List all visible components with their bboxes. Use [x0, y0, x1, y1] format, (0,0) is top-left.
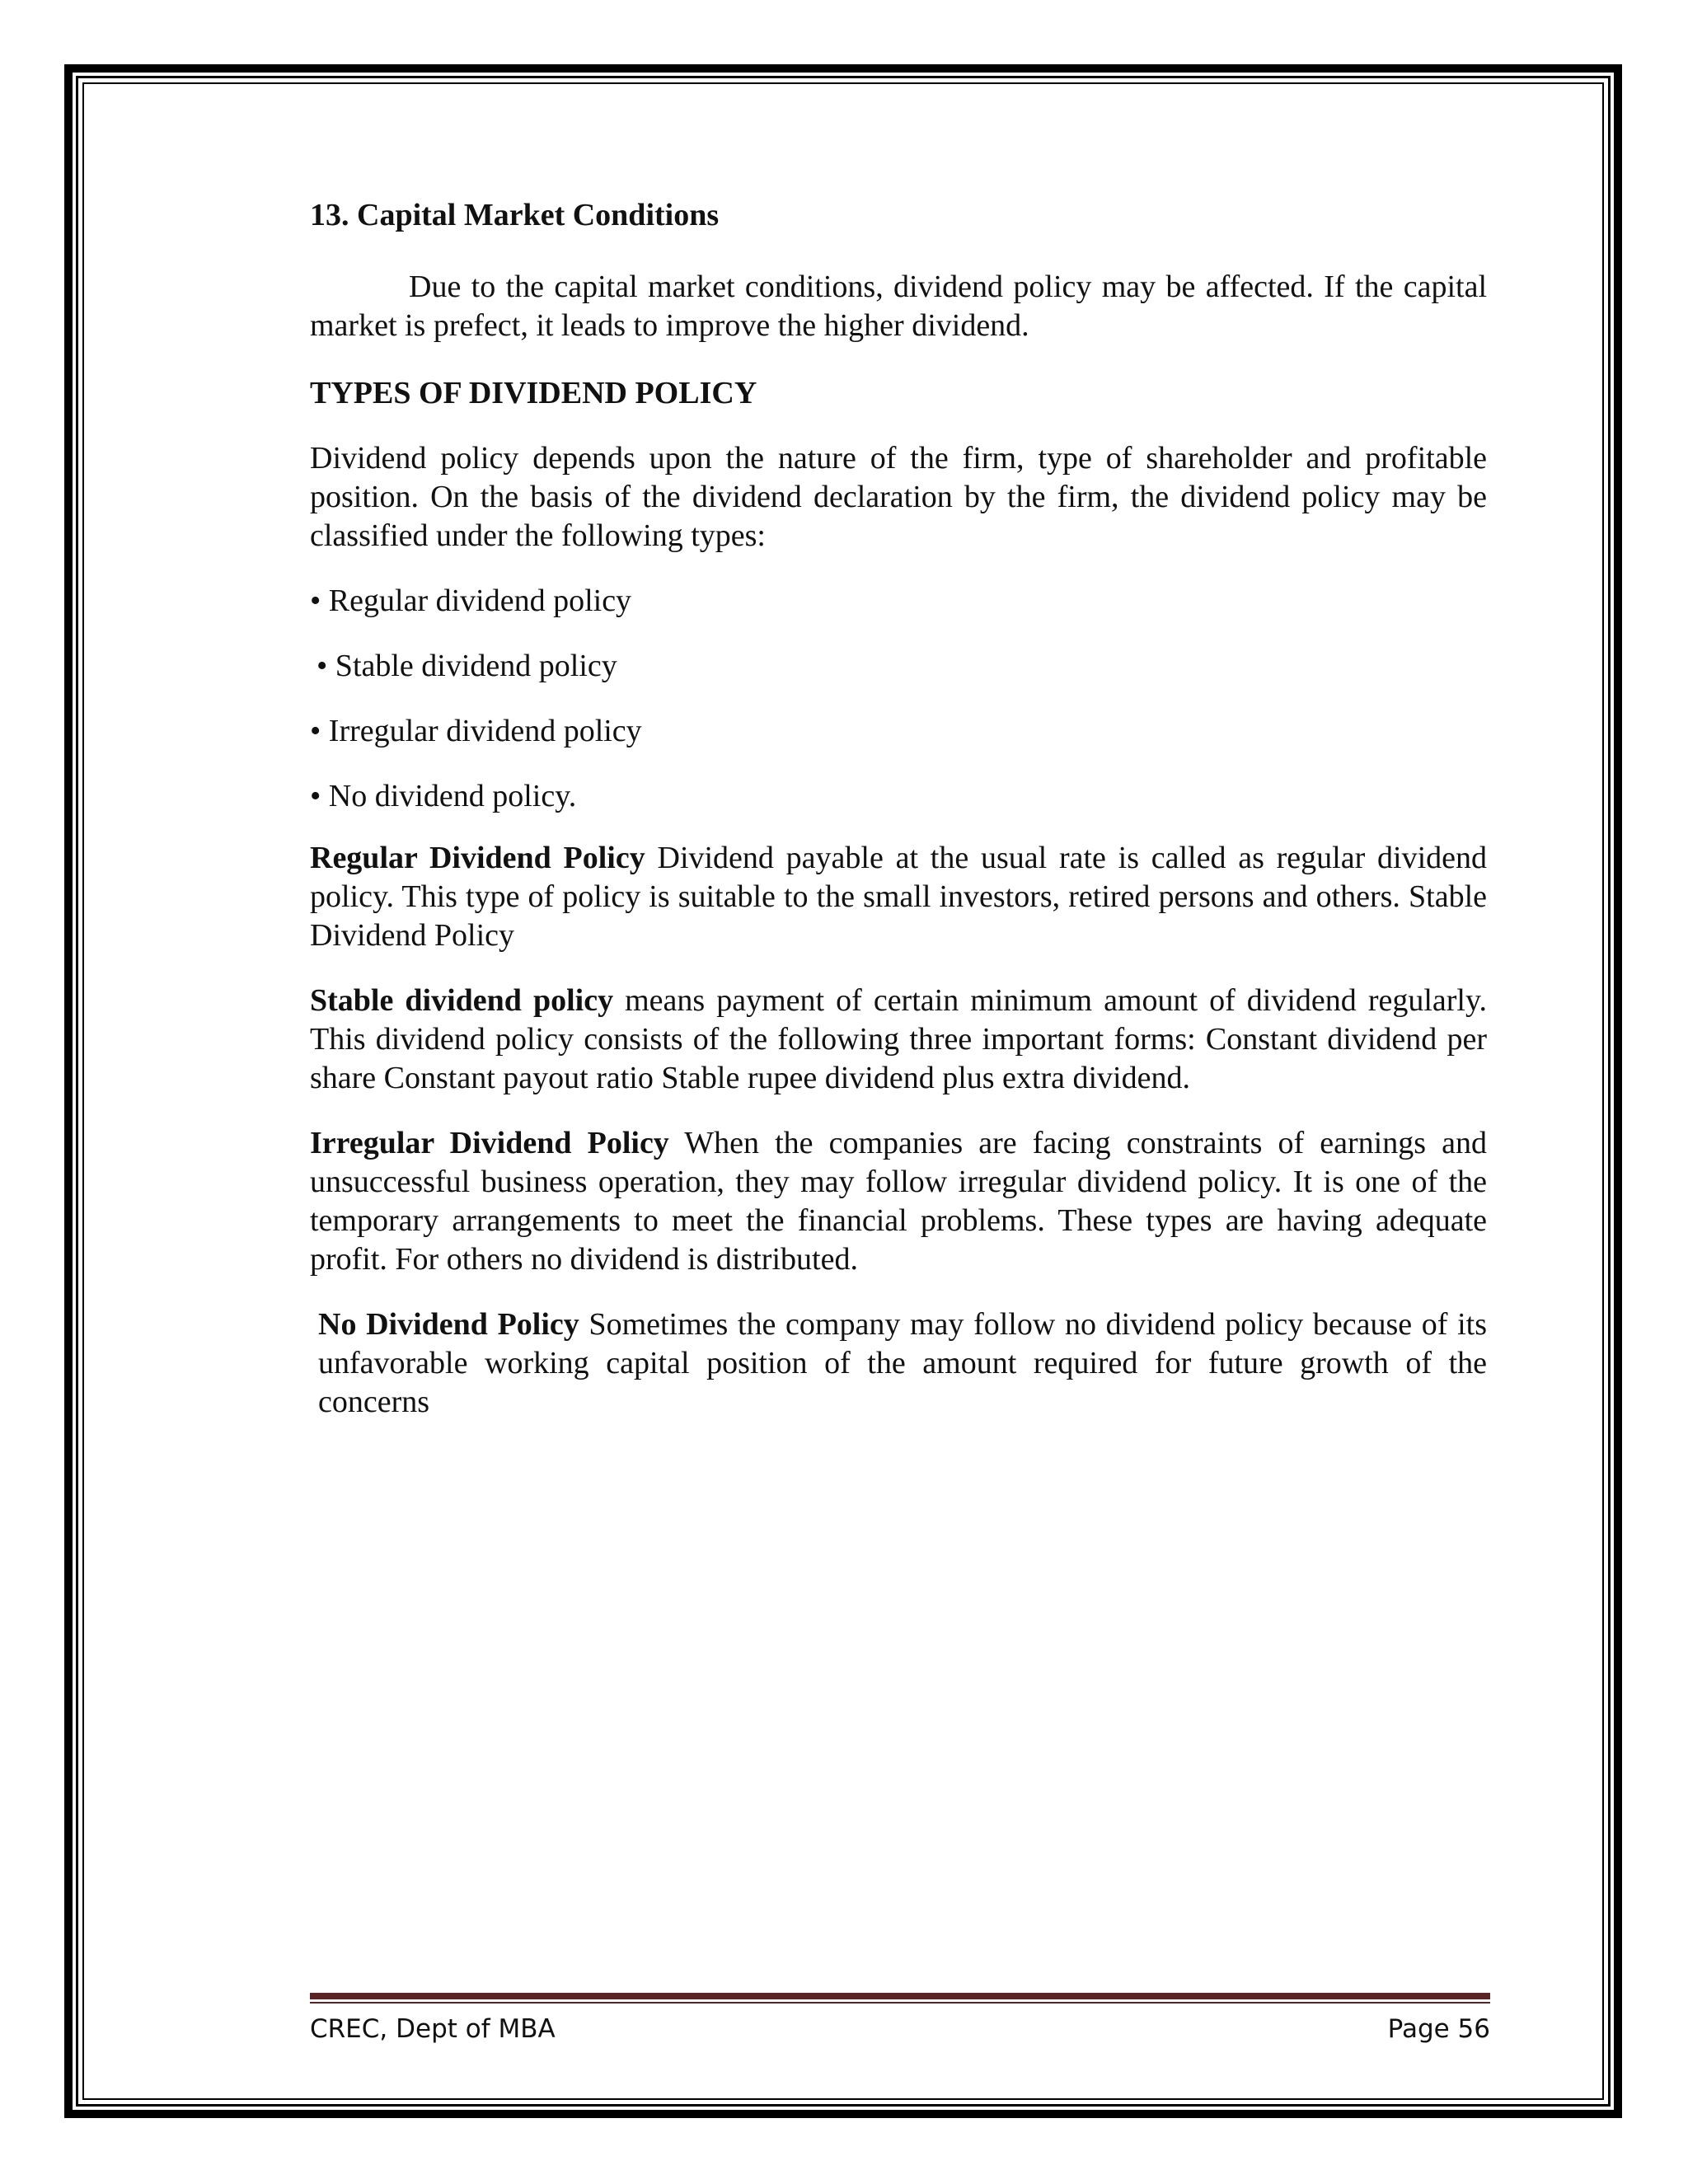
types-intro-paragraph: Dividend policy depends upon the nature of the firm, type of shareholder and profitable position. On the basis of the dividend declaration by the firm, the dividend policy may be classified under the following types: [310, 441, 1487, 553]
footer-page-number: Page 56 [1387, 2014, 1490, 2044]
footer-rule [310, 1993, 1490, 1999]
page-content [310, 196, 1487, 1448]
section-heading-types: TYPES OF DIVIDEND POLICY [310, 376, 757, 410]
footer-rule-thin [310, 2002, 1490, 2004]
definition-irregular [310, 1124, 1487, 1279]
bullet-stable: • Stable dividend policy [316, 649, 617, 683]
footer-department: CREC, Dept of MBA [310, 2014, 556, 2044]
bullet-regular: • Regular dividend policy [310, 583, 632, 618]
definition-text: Sometimes the company may follow no dividend policy because of its unfavorable working capital position of the amount required for future growth of the concerns [318, 1307, 1487, 1419]
definition-term: Irregular Dividend Policy [310, 1126, 669, 1160]
definition-text: When the companies are facing constraints of earnings and unsuccessful business operation, they may follow irregular dividend policy. It is one of the temporary arrangements to meet the financial problems. These types are having adequate profit. For others no dividend is distributed. [310, 1126, 1487, 1277]
section-heading-capital-market: 13. Capital Market Conditions [310, 198, 720, 232]
definition-term: No Dividend Policy [318, 1307, 579, 1342]
definition-regular [310, 839, 1487, 955]
definition-text: Dividend payable at the usual rate is called as regular dividend policy. This type of policy is suitable to the small investors, retired persons and others. Stable Dividend Policy [310, 841, 1487, 953]
bullet-irregular: • Irregular dividend policy [310, 714, 642, 748]
definition-stable [310, 982, 1487, 1098]
definition-term: Stable dividend policy [310, 983, 614, 1018]
definition-no-dividend [310, 1305, 1487, 1422]
definition-term: Regular Dividend Policy [310, 841, 645, 875]
capital-market-paragraph: Due to the capital market conditions, dividend policy may be affected. If the capital market is prefect, it leads to improve the higher dividend. [310, 269, 1487, 343]
definition-text: means payment of certain minimum amount of dividend regularly. This dividend policy consists of the following three important forms: Constant dividend per share Constant payout ratio Stable rupee dividend plus extra dividend. [310, 983, 1488, 1095]
bullet-no-dividend: • No dividend policy. [310, 779, 577, 813]
